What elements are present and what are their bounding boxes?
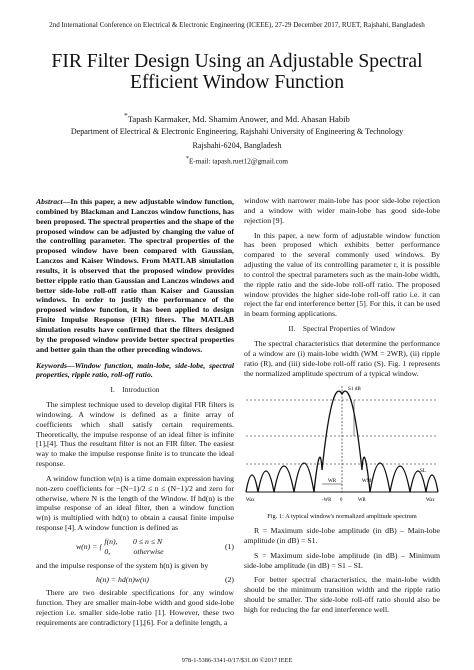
s1-label: S1 dB bbox=[348, 386, 361, 393]
eq1-lhs: w(n) = { bbox=[76, 541, 103, 551]
authors-text: Tapash Karmaker, Md. Shamim Anower, and Md. Ahasan Habib bbox=[127, 113, 350, 124]
email bbox=[0, 156, 474, 165]
intro-paragraph-2: A window function w(n) is a time domain expression having non-zero coefficients for −(N−1)/2 ≤ n ≤ (N−1)/2 and zero for otherwise, where N is the length of the Window. If hd(n) is the impulse response of an ideal filter, then a window function w(n) is multiplied with hd(n) to obtain a causal finite impulse response [4]. A window function is defined as bbox=[36, 473, 234, 533]
title-line-1: FIR Filter Design Using an Adjustable Spectral bbox=[51, 51, 423, 72]
abstract-label: Abstract bbox=[36, 197, 63, 206]
keywords-text: —Window function, main-lobe, side-lobe, spectral properties, ripple ratio, roll-off ratio. bbox=[36, 360, 234, 380]
figure-1-amplitude-spectrum bbox=[244, 380, 440, 508]
window-spectrum-curve bbox=[246, 391, 438, 492]
intro-paragraph-1: The simplest technique used to develop digital FIR filters is windowing. A window is defined as a finite array of coefficients which shall satisfy certain requirements. Theoretically, the impulse response of an ideal filter is infinite [1],[4]. Thus the resultant filter is not an FIR filter. The easiest way to make the impulse response finite is to truncate the ideal response. bbox=[36, 400, 234, 469]
eq2-number: (2) bbox=[224, 574, 234, 584]
paper-title bbox=[0, 51, 474, 93]
sl-label: SL bbox=[420, 468, 427, 475]
figure-1-caption: Fig. 1: A typical window's normalized amplitude spectrum bbox=[267, 513, 417, 521]
figure-axes bbox=[246, 386, 438, 492]
right-paragraph-1: window with narrower main-lobe has poor side-lobe rejection and a window with wider main-lobe has good side-lobe rejection [9]. bbox=[244, 196, 440, 225]
equation-2 bbox=[36, 575, 234, 585]
email-text: E-mail: tapash.ruet12@gmail.com bbox=[188, 157, 289, 166]
intro-paragraph-2b: and the impulse response of the system h(n) is given by bbox=[36, 560, 209, 570]
eq2-body: h(n) = hd(n)w(n) bbox=[96, 574, 150, 584]
right-column bbox=[244, 196, 440, 615]
equation-1 bbox=[36, 537, 234, 557]
right-paragraph-5: S = Maximum side-lobe amplitude (in dB) – Minimum side-lobe amplitude (in dB) = S1 – SL bbox=[244, 550, 440, 570]
abstract bbox=[36, 197, 234, 355]
x-tick-neg-wr: -WR bbox=[322, 498, 332, 504]
left-column bbox=[36, 197, 234, 628]
wm-label: WM bbox=[362, 479, 372, 485]
right-paragraph-3: The spectral characteristics that determine the performance of a window are (i) main-lobe width (WM = 2WR), (ii) ripple ratio (R), and (iii) side-lobe roll-off ratio (S). Fig. 1 represents the normalized amplitude spectrum of a typical window. bbox=[244, 338, 440, 378]
x-tick-zero: 0 bbox=[340, 498, 343, 504]
authors bbox=[0, 112, 474, 124]
page-footer: 978-1-5386-3341-0/17/$31.00 ©2017 IEEE bbox=[181, 657, 293, 664]
eq1-number: (1) bbox=[224, 541, 234, 551]
figure-annotations bbox=[246, 386, 435, 503]
x-tick-pos-wr: WR bbox=[358, 498, 366, 504]
corresponding-mark: * bbox=[124, 112, 128, 120]
affiliation-line-2: Rajshahi-6204, Bangladesh bbox=[192, 141, 282, 150]
abstract-text: —In this paper, a new adjustable window function, combined by Blackman and Lanczos window functions, has been proposed. The spectral properties and the shape of the proposed window can be adjusted by changing the value of the controlling parameter. The spectral properties of the proposed window have been compared with Gaussian, Lanczos and Kaiser Windows. From MATLAB simulation results, it is observed that the proposed window provides better ripple ratio than Gaussian and Lanczos windows and better side-lobe roll-off ratio than Kaiser and Gaussian windows. In order to justify the performance of the proposed window function, it has been applied to design Finite Impulse Response (FIR) filters. The MATLAB simulation results have confirmed that the filters designed by the proposed window provide better spectral properties and better gain than the other preceding windows. bbox=[36, 197, 234, 354]
keywords bbox=[36, 361, 234, 381]
email-mark: * bbox=[185, 156, 189, 162]
section-heading-spectral: II. Spectral Properties of Window bbox=[288, 324, 396, 334]
section-heading-introduction: I. Introduction bbox=[110, 385, 160, 395]
intro-paragraph-3: There are two desirable specifications for any window function. They are smaller main-lobe width and good side-lobe rejection i.e. smaller side-lobe ratio [1]. However, these two requirements are contradictory [1],[6]. For a definite length, a bbox=[36, 588, 234, 627]
x-left-label: Wax bbox=[246, 498, 255, 504]
eq1-case-2: 0, otherwise bbox=[104, 546, 164, 556]
keywords-label: Keywords bbox=[36, 360, 67, 370]
wr-label: WR bbox=[328, 479, 337, 485]
eq1-case-1: f(n), 0 ≤ n ≤ N bbox=[104, 537, 163, 546]
right-paragraph-2: In this paper, a new form of adjustable window function has been proposed which exhibits better performance compared to the several commonly used windows. By adjusting the value of its controlling parameter r, it is possible to control the spectral parameters such as the main-lobe width, the ripple ratio and the side-lobe roll-off ratio. The proposed window provides the higher side-lobe roll-off ratio i.e. it can reject the far end interference better [5]. For this, it can be used in beam forming applications. bbox=[244, 230, 440, 319]
title-line-2: Efficient Window Function bbox=[130, 72, 344, 93]
conference-header: 2nd International Conference on Electrical & Electronic Engineering (ICEEE), 27-29 December 2017, RUET, Rajshahi, Bangladesh bbox=[49, 21, 425, 29]
right-paragraph-6: For better spectral characteristics, the main-lobe width should be the minimum transition width and the ripple ratio should be smaller. The side-lobe roll-off ratio should also be high for reducing the far end interference well. bbox=[244, 575, 440, 614]
right-paragraph-4: R = Maximum side-lobe amplitude (in dB) – Main-lobe amplitude (in dB) = S1. bbox=[244, 526, 440, 545]
x-right-label: Wax bbox=[426, 498, 435, 504]
affiliation-line-1: Department of Electrical & Electronic Engineering, Rajshahi University of Engineering & Technology bbox=[70, 127, 404, 136]
